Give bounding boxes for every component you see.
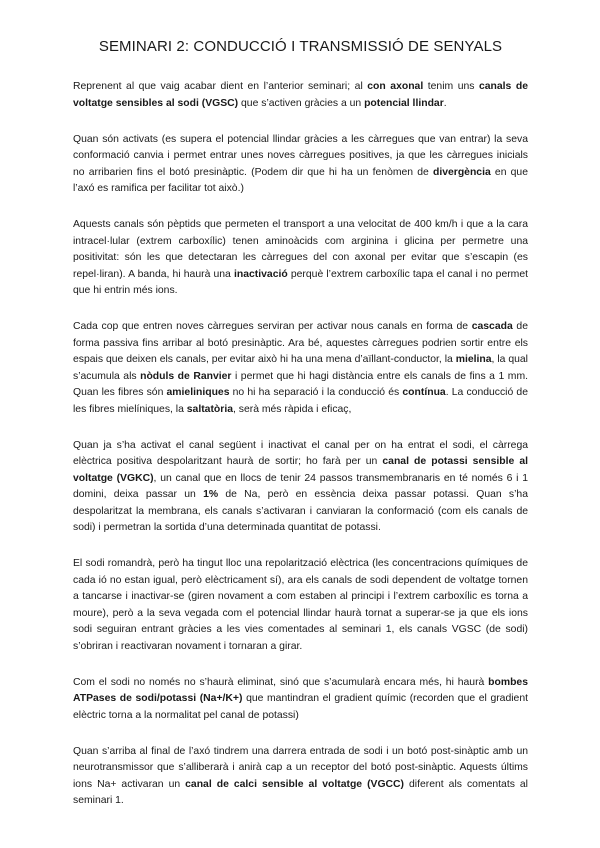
bold-term: inactivació [234,268,288,280]
text-run: , la qual s’acumula als [73,354,528,382]
text-run: no hi ha separació i la conducció és [229,387,403,398]
text-run: Quan són activats (es supera el potencial llindar gràcies a les càrregues que van entrar) la seva conformació canvia i permet entrar unes noves càrregues positives, ja que les càrregues inicials no arribarien fins el botó presinàptic. (Podem dir que hi ha un fenòmen de [73,133,528,178]
text-run: . La conducció de les fibres mielíniques, la [73,387,528,415]
bold-term: saltatòria [186,403,233,415]
text-run: de forma passiva fins arribar al botó presinàptic. Ara bé, aquestes càrregues podrien sortir entre els espais que deixen els canals, per evitar això hi ha una mena d’aïllant-conductor, la [73,321,528,365]
bold-term: canals de voltatge sensibles al sodi (VGSC) [73,81,528,109]
document-body [73,79,528,810]
text-run: perquè l’extrem carboxílic tapa el canal i no permet que hi entrin més ions. [73,268,529,296]
text-run: en que l’axó es ramifica per facilitar tot això.) [73,166,528,194]
text-run: . [443,97,447,109]
page-title: SEMINARI 2: CONDUCCIÓ I TRANSMISSIÓ DE SENYALS [98,38,503,55]
text-run: Com el sodi no només no s’haurà eliminat, sinó que s’acumularà encara més, hi haurà [73,676,489,688]
bold-term: con axonal [367,81,424,92]
paragraph-2 [73,132,528,198]
bold-term: canal de potassi sensible al voltatge (VGKC) [73,456,528,484]
text-run: Quan s’arriba al final de l’axó tindrem una darrera entrada de sodi i un botó post-sinàptic amb un neurotransmissor que s’alliberarà i anirà cap a un receptor del botó post-sinàptic. Aquests últims ions Na+ activaran un [73,745,528,790]
paragraph-1 [73,79,528,112]
text-run: El sodi romandrà, però ha tingut lloc una repolarització elèctrica (les concentracions químiques de cada ió no estan igual, però elèctricament sí), ara els canals de sodi dependent de voltatge tornen a tancarse i inactivar-se (giren novament a com estaben al principi i l’extrem carboxílic es torna a moure), però a la seva vegada com el potencial llindar haurà tornat a superar-se ja que els ions sodi seguiran entrant gràcies a les vies comentades al seminari 1, els canals VGSC (de sodi) s’obriran i reactivaran novament i tornaran a girar. [73,558,528,652]
bold-term: potencial llindar [364,97,444,109]
bold-term: amieliniques [166,387,230,398]
bold-term: 1% [203,489,219,500]
paragraph-6 [73,556,528,655]
bold-term: nòduls de Ranvier [140,370,232,382]
bold-term: mielina [455,354,492,365]
paragraph-8 [73,744,528,810]
bold-term: cascada [471,321,513,332]
text-run: tenim uns [423,81,479,92]
text-run: Reprenent al que vaig acabar dient en l’anterior seminari; al [73,81,368,92]
paragraph-4 [73,319,528,418]
text-run: que s’activen gràcies a un [238,97,365,109]
text-run: , un canal que en llocs de tenir 24 passos transmembranaris en té només 6 i 1 domini, deixa passar un [73,472,528,500]
paragraph-7 [73,675,528,725]
bold-term: canal de calci sensible al voltatge (VGCC) [185,778,405,790]
text-run: Cada cop que entren noves càrregues serviran per activar nous canals en forma de [73,321,472,332]
bold-term: divergència [432,166,491,178]
text-run: Aquests canals són pèptids que permeten el transport a una velocitat de 400 km/h i que a la cara intracel·lular (extrem carboxílic) tenen aminoàcids com arginina i glicina per permetre una positivitat: són les que detectaran les càrregues del con axonal per evitar que s’escapin (es repel·liran). A banda, hi haurà una [73,219,528,280]
text-run: diferent als comentats al seminari 1. [73,778,528,806]
bold-term: contínua [402,387,446,398]
text-run: i permet que hi hagi distància entre els canals de fins a 1 mm. Quan les fibres són [73,370,528,398]
text-run: Quan ja s’ha activat el canal següent i inactivat el canal per on ha entrat el sodi, el càrrega elèctrica positiva despolaritzant haurà de sortir; ho farà per un [73,439,528,467]
paragraph-3 [73,217,528,300]
text-run: que mantindran el gradient químic (recorden que el gradient elèctric torna a la normalitat pel canal de potassi) [73,693,528,721]
text-run: , serà més ràpida i eficaç, [232,403,352,415]
bold-term: bombes ATPases de sodi/potassi (Na+/K+) [73,676,528,704]
paragraph-5 [73,438,528,537]
text-run: de Na, però en essència deixa passar potassi. Quan s’ha despolaritzat la membrana, els canals s’activaran i canviaran la conformació (com els canals de sodi) i permetran la sortida d’una determinada quantitat de potassi. [73,489,528,533]
